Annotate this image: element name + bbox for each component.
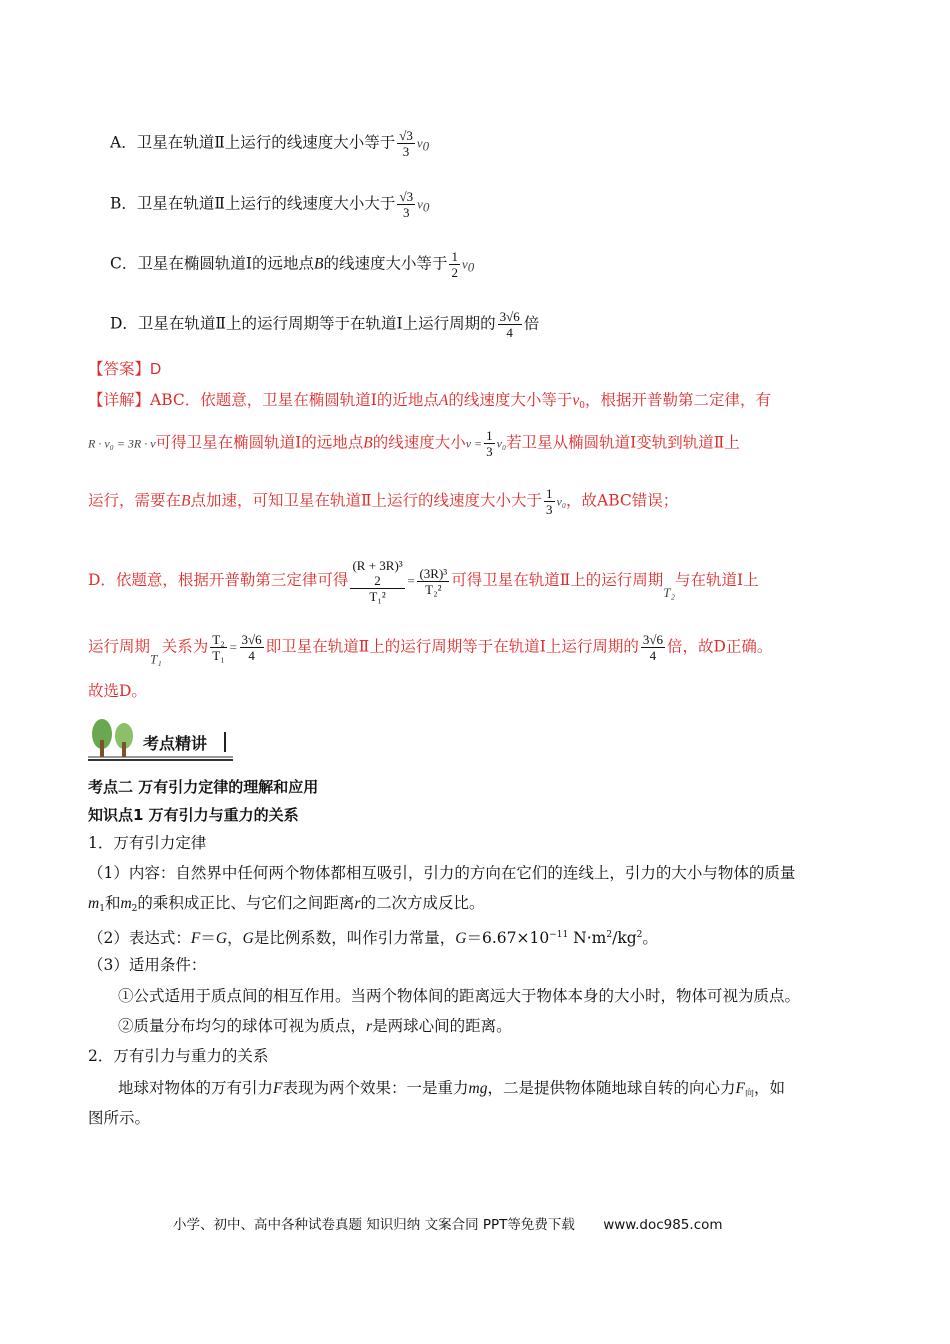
gravity-paragraph-cont: 图所示。 xyxy=(88,1109,151,1127)
item-2-title: 2．万有引力与重力的关系 xyxy=(88,1047,269,1065)
period-ratio-value-2: $\frac{3√6}{4}$ xyxy=(642,632,663,663)
footer xyxy=(173,1213,723,1233)
option-d: D．卫星在轨道Ⅱ上的运行周期等于在轨道Ⅰ上运行周期的 $\frac{3√6}{4}$ 倍 xyxy=(110,309,540,340)
kepler3-right-fraction: $\frac{\text{(3R)³}}{\text{T₂²}}$ xyxy=(419,565,448,597)
option-c-fraction: $\frac{1}{2}$ xyxy=(451,249,458,280)
section-banner xyxy=(88,716,238,762)
banner-title: 考点精讲 xyxy=(143,734,208,753)
detail-line-5: 运行周期$_{T_1}$关系为 $\frac{\text{T₂}}{\text{T₁}}$ = $\frac{3√6}{4}$ 即卫星在轨道Ⅱ上的运行周期等于在轨道Ⅰ上运行周期的 $\frac{3√6}{4}$ 倍，故D正确。 xyxy=(88,632,773,667)
option-a-var: v xyxy=(416,135,423,151)
knowledge-point-heading: 知识点1 万有引力与重力的关系 xyxy=(88,806,299,824)
period-ratio-fraction: $\frac{\text{T₂}}{\text{T₁}}$ xyxy=(212,632,225,663)
condition-2: ②质量分布均匀的球体可视为质点，r是两球心间的距离。 xyxy=(118,1017,512,1035)
v-fraction: $\frac{1}{3}$ xyxy=(486,428,493,459)
content-paragraph-cont: $m_1$和$m_2$的乘积成正比、与它们之间距离r的二次方成反比。 xyxy=(88,894,485,914)
v-fraction-2: $\frac{1}{3}$ xyxy=(546,486,553,517)
item-1-title: 1．万有引力定律 xyxy=(88,834,207,852)
footer-text: 小学、初中、高中各种试卷真题 知识归纳 文案合同 PPT等免费下载 xyxy=(173,1217,575,1233)
option-b: B．卫星在轨道Ⅱ上运行的线速度大小大于 $\frac{√3}{3}$ $v_0$ xyxy=(110,189,430,220)
section-heading: 考点二 万有引力定律的理解和应用 xyxy=(88,778,319,796)
footer-link[interactable]: www.doc985.com xyxy=(603,1217,723,1233)
option-a-fraction: $\frac{√3}{3}$ xyxy=(399,128,413,159)
detail-line-4: D．依题意，根据开普勒第三定律可得 (R + 3R)³ 2 T₁² = $\frac{\text{(3R)³}}{\text{T₂²}}$ 可得卫星在轨道Ⅱ上的运行周期$_{T_2}$与在轨道Ⅰ上 xyxy=(88,558,759,604)
option-a: A．卫星在轨道Ⅱ上运行的线速度大小等于 $\frac{√3}{3}$ $v_0$ xyxy=(110,128,430,159)
answer-line xyxy=(88,358,161,381)
option-b-var: v xyxy=(417,196,423,212)
answer-tag: 【答案】 xyxy=(88,360,151,378)
detail-line-6: 故选D。 xyxy=(88,682,147,700)
kepler3-left-fraction: (R + 3R)³ 2 T₁² xyxy=(352,558,403,604)
conditions-title: （3）适用条件： xyxy=(88,956,207,974)
detail-tag: 【详解】 xyxy=(88,391,151,409)
answer-value: D xyxy=(150,361,162,378)
option-b-fraction: $\frac{√3}{3}$ xyxy=(399,189,414,220)
expression-paragraph: （2）表达式：F＝G，G是比例系数，叫作引力常量，$G=6.67\times 10^{-11}$ $N\cdot m^2/kg^2$。 xyxy=(88,929,658,947)
detail-line-2: R · v₀ = 3R · v可得卫星在椭圆轨道Ⅰ的远地点B的线速度大小v = $\frac{1}{3}$ v₀若卫星从椭圆轨道Ⅰ变轨到轨道Ⅱ上 xyxy=(88,428,740,459)
detail-line-3: 运行，需要在B点加速，可知卫星在轨道Ⅱ上运行的线速度大小大于 $\frac{1}{3}$ v₀，故ABC错误； xyxy=(88,486,679,517)
content-paragraph: （1）内容：自然界中任何两个物体都相互吸引，引力的方向在它们的连线上，引力的大小与物体的质量 xyxy=(88,864,796,882)
detail-line-1: 【详解】ABC．依题意，卫星在椭圆轨道Ⅰ的近地点A的线速度大小等于$v_0$，根据开普勒第二定律，有 xyxy=(88,391,771,411)
option-c-text: C．卫星在椭圆轨道Ⅰ的远地点 xyxy=(110,254,314,273)
gravity-paragraph: 地球对物体的万有引力F表现为两个效果：一是重力mg，二是提供物体随地球自转的向心力$F_向$，如 xyxy=(118,1079,785,1099)
option-a-text: A．卫星在轨道Ⅱ上运行的线速度大小等于 xyxy=(110,133,396,152)
option-c: C．卫星在椭圆轨道Ⅰ的远地点B的线速度大小等于 $\frac{1}{2}$ $v_0$ xyxy=(110,249,475,280)
condition-1: ①公式适用于质点间的相互作用。当两个物体间的距离远大于物体本身的大小时，物体可视为质点。 xyxy=(118,987,801,1005)
option-b-text: B．卫星在轨道Ⅱ上运行的线速度大小大于 xyxy=(110,194,396,213)
text-cursor xyxy=(224,732,226,752)
option-d-text: D．卫星在轨道Ⅱ上的运行周期等于在轨道Ⅰ上运行周期的 xyxy=(110,314,496,333)
period-ratio-value: $\frac{3√6}{4}$ xyxy=(241,632,262,663)
kepler2-equation: R · v₀ = 3R · v xyxy=(88,436,156,451)
option-d-fraction: $\frac{3√6}{4}$ xyxy=(499,309,520,340)
